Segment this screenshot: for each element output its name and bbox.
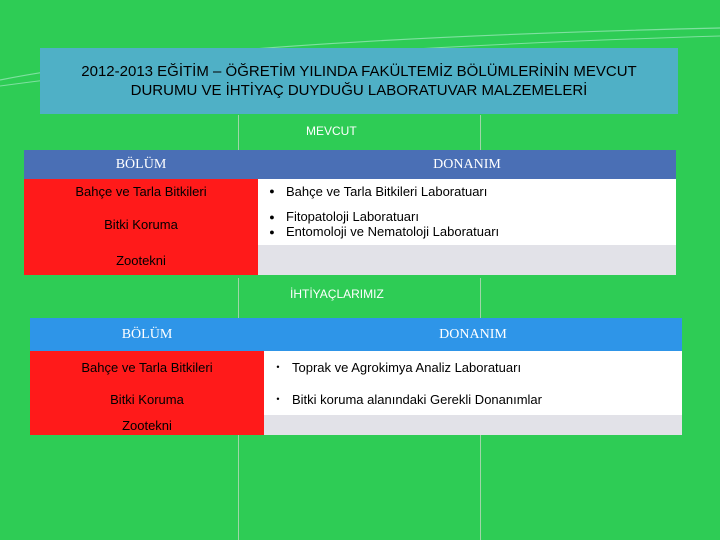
bolum-cell: Bahçe ve Tarla Bitkileri xyxy=(24,179,258,203)
donanim-cell xyxy=(264,383,682,415)
ihtiyac-label: İHTİYAÇLARIMIZ xyxy=(290,287,384,301)
table-row xyxy=(30,383,682,415)
donanim-cell-empty xyxy=(264,415,682,435)
donanim-cell xyxy=(258,203,676,245)
divider-line-3 xyxy=(238,278,239,318)
list-item-text: Fitopatoloji Laboratuarı xyxy=(286,209,419,224)
list-item xyxy=(264,392,682,407)
table-row xyxy=(24,245,676,275)
mevcut-table xyxy=(24,150,676,275)
table-header-row xyxy=(30,318,682,351)
bullet-icon: ● xyxy=(269,211,275,222)
list-item-text: Toprak ve Agrokimya Analiz Laboratuarı xyxy=(292,359,522,375)
title-line-2: DURUMU VE İHTİYAÇ DUYDUĞU LABORATUVAR MALZEMELERİ xyxy=(130,82,588,99)
divider-line-5 xyxy=(238,432,239,540)
donanim-cell xyxy=(264,351,682,383)
donanim-cell-empty xyxy=(258,245,676,275)
header-donanim: DONANIM xyxy=(258,150,676,179)
list-item-text: Bitki koruma alanındaki Gerekli Donanımlar xyxy=(292,391,542,407)
table-row xyxy=(30,415,682,435)
bullet-icon: ● xyxy=(269,186,275,196)
list-item-text: Entomoloji ve Nematoloji Laboratuarı xyxy=(286,224,500,239)
header-donanim: DONANIM xyxy=(264,318,682,351)
bolum-cell: Zootekni xyxy=(24,245,258,275)
table-header-row xyxy=(24,150,676,179)
list-item xyxy=(258,209,676,224)
list-item-text: Bahçe ve Tarla Bitkileri Laboratuarı xyxy=(286,183,488,199)
bullet-icon: ● xyxy=(269,226,275,237)
bolum-cell: Zootekni xyxy=(30,415,264,435)
divider-line-1 xyxy=(238,115,239,150)
divider-line-4 xyxy=(480,278,481,318)
header-bolum: BÖLÜM xyxy=(30,318,264,351)
bullet-icon: • xyxy=(276,394,280,404)
page-title xyxy=(40,48,678,114)
divider-line-6 xyxy=(480,432,481,540)
donanim-cell xyxy=(258,179,676,203)
header-bolum: BÖLÜM xyxy=(24,150,258,179)
bolum-cell: Bitki Koruma xyxy=(24,203,258,245)
bolum-cell: Bitki Koruma xyxy=(30,383,264,415)
title-line-1: 2012-2013 EĞİTİM – ÖĞRETİM YILINDA FAKÜLTEMİZ BÖLÜMLERİNİN MEVCUT xyxy=(81,63,637,80)
list-item xyxy=(258,224,676,239)
divider-line-2 xyxy=(480,115,481,150)
list-item xyxy=(264,360,682,375)
bolum-cell: Bahçe ve Tarla Bitkileri xyxy=(30,351,264,383)
ihtiyac-table xyxy=(30,318,682,435)
list-item xyxy=(258,184,676,199)
bullet-icon: • xyxy=(276,362,280,372)
table-row xyxy=(24,203,676,245)
mevcut-label: MEVCUT xyxy=(306,124,357,138)
table-row xyxy=(30,351,682,383)
table-row xyxy=(24,179,676,203)
